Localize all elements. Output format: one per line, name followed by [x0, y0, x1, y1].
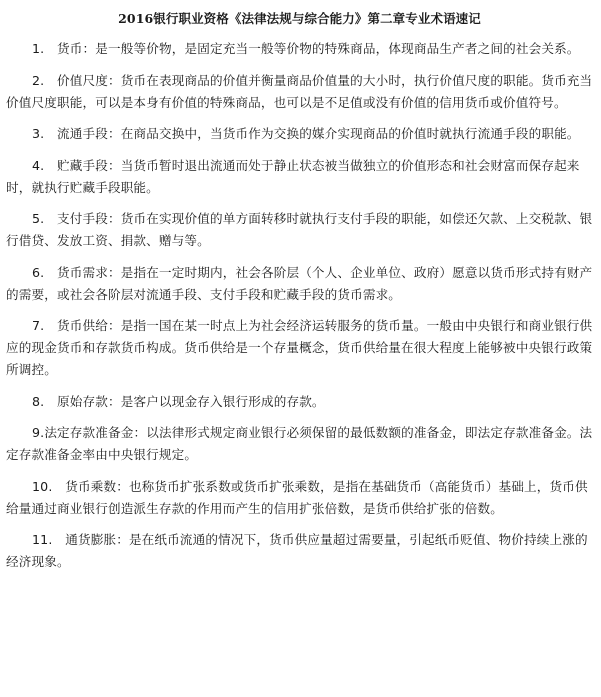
term-entry-11: 11. 通货膨胀：是在纸币流通的情况下，货币供应量超过需要量，引起纸币贬值、物价持续上涨的经济现象。 [6, 532, 588, 569]
term-entry-1: 1. 货币：是一般等价物，是固定充当一般等价物的特殊商品，体现商品生产者之间的社会关系。 [32, 41, 580, 56]
term-entry-5: 5. 支付手段：货币在实现价值的单方面转移时就执行支付手段的职能，如偿还欠款、上交税款、银行借贷、发放工资、捐款、赠与等。 [6, 211, 593, 248]
term-entry-3: 3. 流通手段：在商品交换中，当货币作为交换的媒介实现商品的价值时就执行流通手段的职能。 [32, 126, 580, 141]
term-entry-7: 7. 货币供给：是指一国在某一时点上为社会经济运转服务的货币量。一般由中央银行和商业银行供应的现金货币和存款货币构成。货币供给是一个存量概念，货币供给量在很大程度上能够被中央银行政策所调控。 [6, 318, 593, 377]
term-entry-9: 9.法定存款准备金：以法律形式规定商业银行必须保留的最低数额的准备金，即法定存款准备金。法定存款准备金率由中央银行规定。 [6, 425, 593, 462]
term-entry-4: 4. 贮藏手段：当货币暂时退出流通而处于静止状态被当做独立的价值形态和社会财富而保存起来时，就执行贮藏手段职能。 [6, 157, 580, 195]
document-title: 2016银行职业资格《法律法规与综合能力》第二章专业术语速记 [118, 11, 481, 26]
term-entry-8: 8. 原始存款：是客户以现金存入银行形成的存款。 [32, 393, 325, 409]
term-entry-2: 2. 价值尺度：货币在表现商品的价值并衡量商品价值量的大小时，执行价值尺度的职能。货币充当价值尺度职能，可以是本身有价值的特殊商品，也可以是不足值或没有价值的信用货币或价值符号。 [6, 72, 593, 110]
term-entry-6: 6. 货币需求：是指在一定时期内，社会各阶层（个人、企业单位、政府）愿意以货币形式持有财产的需要，或社会各阶层对流通手段、支付手段和贮藏手段的货币需求。 [6, 264, 593, 302]
term-entry-10: 10. 货币乘数：也称货币扩张系数或货币扩张乘数，是指在基础货币（高能货币）基础上，货币供给量通过商业银行创造派生存款的作用而产生的信用扩张倍数，是货币供给扩张的倍数。 [6, 478, 588, 516]
